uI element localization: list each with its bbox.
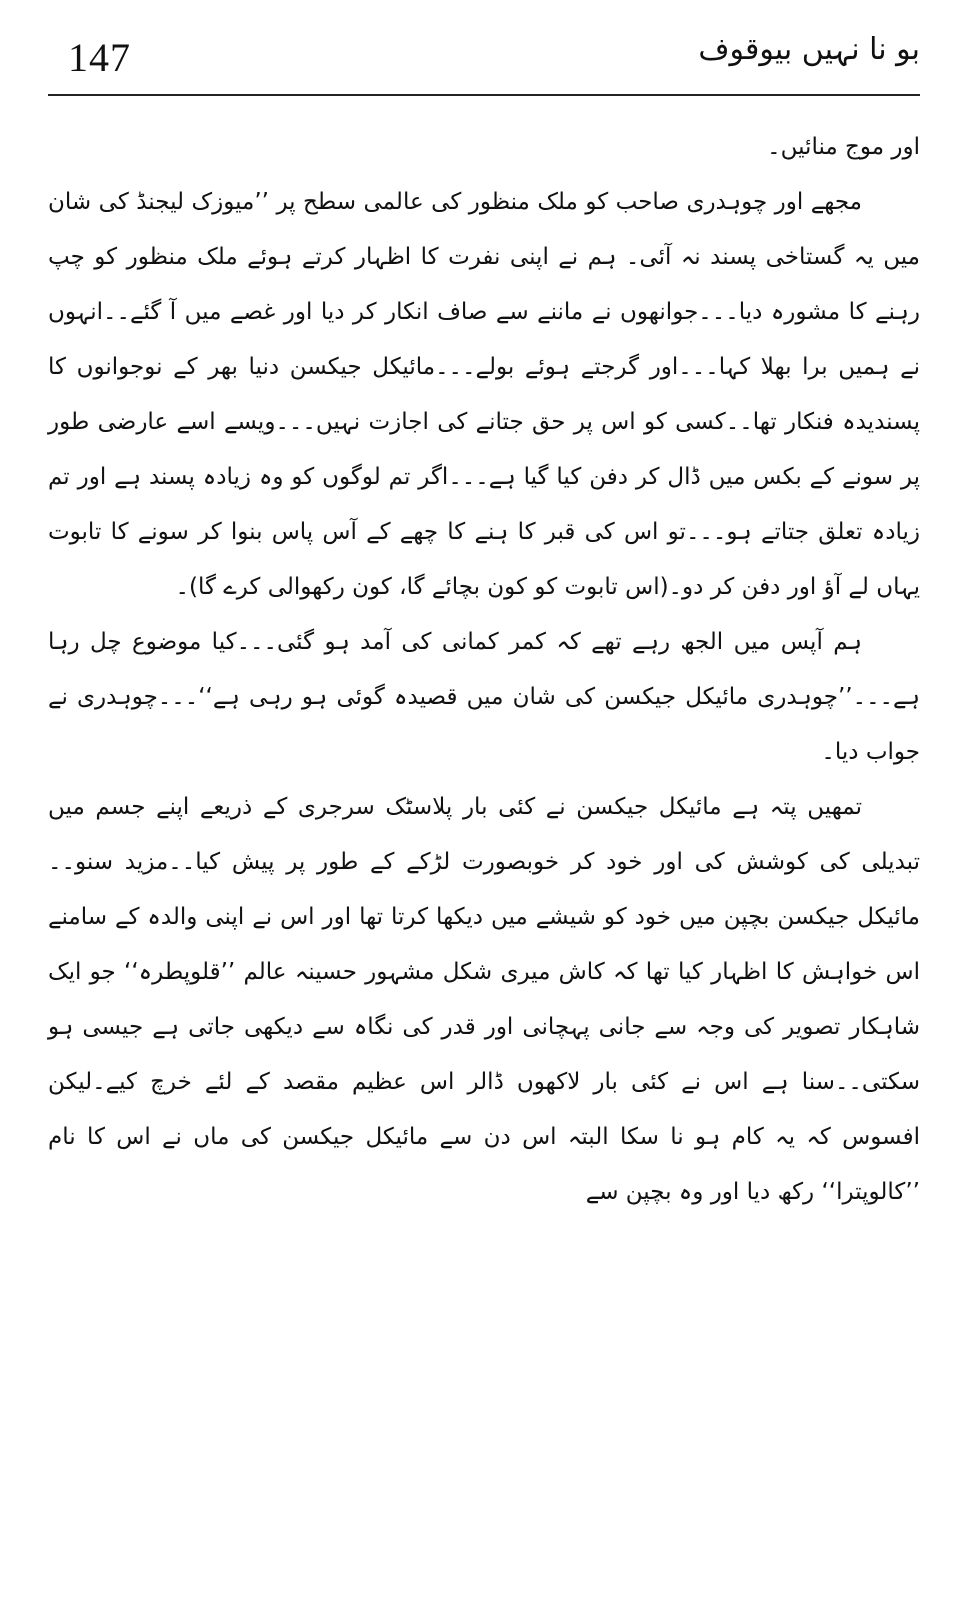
paragraph: اور موج منائیں۔ bbox=[767, 134, 920, 160]
page-header bbox=[48, 28, 920, 92]
paragraph: ہم آپس میں الجھ رہے تھے کہ کمر کمانی کی آمد ہو گئی۔۔۔کیا موضوع چل رہا ہے۔۔۔’’چوہدری مائیکل جیکسن کی شان میں قصیدہ گوئی ہو رہی ہے‘‘۔۔۔چوہدری نے جواب دیا۔ bbox=[48, 629, 920, 765]
running-title: بو نا نہیں بیوقوف bbox=[698, 32, 920, 67]
header-rule bbox=[48, 94, 920, 96]
paragraph: تمھیں پتہ ہے مائیکل جیکسن نے کئی بار پلاسٹک سرجری کے ذریعے اپنے جسم میں تبدیلی کی کوشش کی اور خود کر خوبصورت لڑکے کے طور پر پیش کیا۔۔مزید سنو۔۔مائیکل جیکسن بچپن میں خود کو شیشے میں دیکھا کرتا تھا اور اس نے اپنی والدہ کے سامنے اس خواہش کا اظہار کیا تھا کہ کاش میری شکل مشہور حسینہ عالم ’’قلوپطرہ‘‘ جو ایک شاہکار تصویر کی وجہ سے جانی پہچانی اور قدر کی نگاہ سے دیکھی جاتی ہے جیسی ہو سکتی۔۔سنا ہے اس نے کئی بار لاکھوں ڈالر اس عظیم مقصد کے لئے خرچ کیے۔لیکن افسوس کہ یہ کام ہو نا سکا البتہ اس دن سے مائیکل جیکسن کی ماں نے اس کا نام ’’کالوپترا‘‘ رکھ دیا اور وہ بچپن سے bbox=[48, 794, 920, 1205]
body-text bbox=[48, 120, 920, 1220]
paragraph: مجھے اور چوہدری صاحب کو ملک منظور کی عالمی سطح پر ’’میوزک لیجنڈ کی شان میں یہ گستاخی پسند نہ آئی۔ ہم نے اپنی نفرت کا اظہار کرتے ہوئے ملک منظور کو چپ رہنے کا مشورہ دیا۔۔۔جوانھوں نے ماننے سے صاف انکار کر دیا اور غصے میں آ گئے۔۔انہوں نے ہمیں برا بھلا کہا۔۔۔اور گرجتے ہوئے بولے۔۔۔مائیکل جیکسن دنیا بھر کے نوجوانوں کا پسندیدہ فنکار تھا۔۔کسی کو اس پر حق جتانے کی اجازت نہیں۔۔۔ویسے اسے عارضی طور پر سونے کے بکس میں ڈال کر دفن کیا گیا ہے۔۔۔اگر تم لوگوں کو وہ زیادہ پسند ہے اور تم زیادہ تعلق جتاتے ہو۔۔۔تو اس کی قبر کا ہنے کا چھے کے آس پاس بنوا کر سونے کا تابوت یہاں لے آؤ اور دفن کر دو۔(اس تابوت کو کون بچائے گا، کون رکھوالی کرے گا)۔ bbox=[48, 189, 920, 600]
page-number: 147 bbox=[68, 35, 131, 80]
